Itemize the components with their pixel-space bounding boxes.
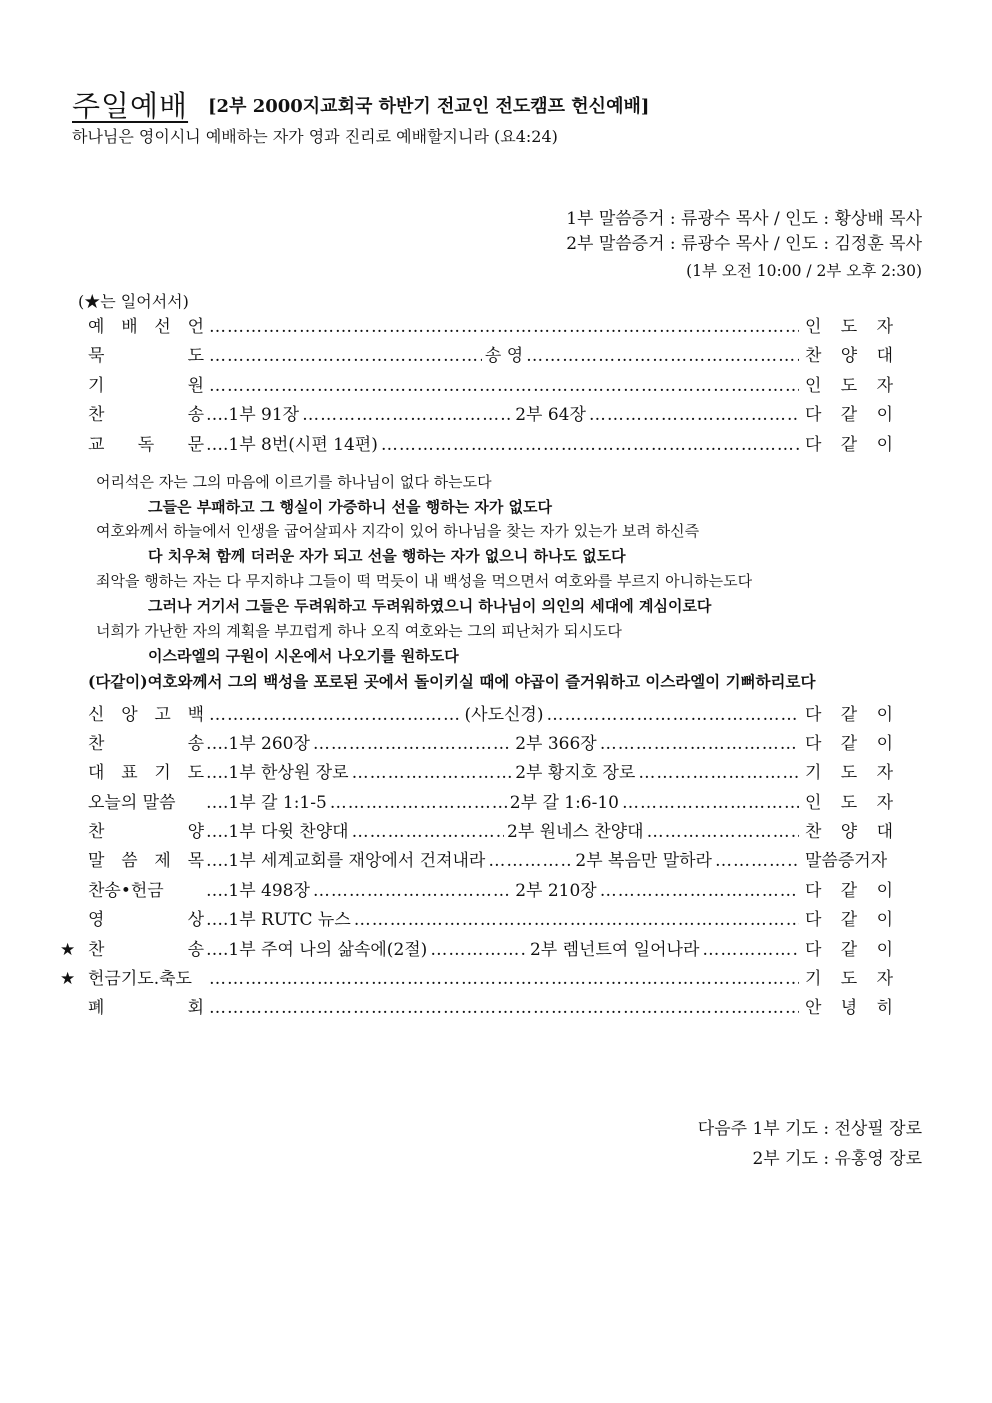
reading-line-resp: 다 치우쳐 함께 더러운 자가 되고 선을 행하는 자가 없으니 하나도 없도다 (148, 547, 626, 565)
leader-dots (352, 818, 504, 847)
role-char: 같 (840, 910, 858, 930)
order-item-role (805, 789, 893, 818)
order-row (72, 730, 922, 759)
part-2-detail: 2부 렘넌트여 일어나라 (529, 940, 700, 960)
order-item-role (805, 701, 893, 730)
order-row (72, 847, 922, 876)
service-subtitle: [2부 2000지교회국 하반기 전교인 전도캠프 헌신예배] (208, 96, 650, 117)
label-char: 찬 (88, 940, 105, 960)
theme-verse: 하나님은 영이시니 예배하는 자가 영과 진리로 예배할지니라 (요4:24) (72, 127, 558, 146)
role-char: 말씀증거자 (805, 851, 888, 871)
role-char: 대 (876, 822, 893, 842)
leader-dots (638, 759, 799, 788)
order-row (72, 372, 922, 401)
label-char: 송 (187, 940, 204, 960)
order-item-role (805, 759, 893, 788)
role-char: 기 (805, 969, 822, 989)
order-item-role (805, 847, 893, 876)
leader-dots (209, 994, 799, 1023)
role-char: 대 (876, 346, 893, 366)
order-item-label (88, 877, 204, 906)
order-item-role (805, 431, 893, 460)
role-char: 인 (805, 793, 822, 813)
label-char: 독 (137, 435, 155, 455)
leader-dots (715, 847, 799, 876)
order-item-detail (206, 401, 802, 430)
order-item-label (88, 730, 204, 759)
role-char: 다 (805, 910, 822, 930)
leader-dots: …. (206, 435, 229, 455)
reading-line-resp: 그들은 부패하고 그 행실이 가증하니 선을 행하는 자가 없도다 (148, 498, 553, 516)
order-item-detail (206, 759, 802, 788)
label-char: 양 (187, 822, 204, 842)
part-1-detail: 1부 91장 (228, 405, 300, 425)
leader-dots (352, 759, 513, 788)
leader-dots (209, 701, 462, 730)
label-char: 상 (187, 910, 204, 930)
order-item-detail (206, 701, 802, 730)
role-char: 이 (876, 881, 893, 901)
order-item-role (805, 818, 893, 847)
role-char: 자 (876, 763, 893, 783)
leader-dots (381, 431, 799, 460)
role-char: 도 (840, 969, 858, 989)
role-char: 이 (876, 910, 893, 930)
leader-dots (702, 936, 799, 965)
leader-dots (209, 342, 482, 371)
role-char: 다 (805, 940, 822, 960)
label-char: 백 (187, 705, 204, 725)
role-char: 찬 (805, 822, 822, 842)
order-item-detail (206, 313, 802, 342)
label-char: 신 (88, 705, 105, 725)
leader-dots (302, 401, 512, 430)
role-char: 이 (876, 705, 893, 725)
role-char: 다 (805, 881, 822, 901)
role-char: 같 (840, 435, 858, 455)
order-row (72, 906, 922, 935)
order-item-detail (206, 431, 802, 460)
role-char: 이 (876, 940, 893, 960)
role-char: 인 (805, 376, 822, 396)
role-char: 도 (840, 793, 858, 813)
leader-dots: …. (206, 793, 229, 813)
order-row (60, 965, 922, 994)
role-char: 이 (876, 734, 893, 754)
label-char: 찬 (88, 822, 105, 842)
role-char: 다 (805, 405, 822, 425)
role-char: 양 (840, 346, 858, 366)
order-item-detail (206, 994, 802, 1023)
label-char: 대 (88, 763, 105, 783)
role-char: 다 (805, 435, 822, 455)
label-char: 배 (121, 317, 138, 337)
role-char: 기 (805, 763, 822, 783)
label-char: 고 (154, 705, 171, 725)
next-week-prayer-1: 다음주 1부 기도 : 전상필 장로 (697, 1119, 922, 1139)
order-item-label (88, 372, 204, 401)
order-row (72, 401, 922, 430)
reading-line-lead: 어리석은 자는 그의 마음에 이르기를 하나님이 없다 하는도다 (96, 473, 492, 491)
leader-dots (313, 730, 512, 759)
order-row (72, 431, 922, 460)
leader-dots (354, 906, 799, 935)
leader-dots: …. (206, 763, 229, 783)
label-char: 오늘의 말씀 (88, 793, 176, 813)
order-item-role (805, 877, 893, 906)
label-char: 예 (88, 317, 105, 337)
label-char: 도 (187, 346, 204, 366)
leader-dots (589, 401, 799, 430)
reading-line-resp: 이스라엘의 구원이 시온에서 나오기를 원하도다 (148, 647, 459, 665)
leader-dots: …. (206, 405, 229, 425)
label-char: 선 (154, 317, 171, 337)
order-item-label (88, 313, 204, 342)
part-2-detail: 2부 64장 (515, 405, 586, 425)
reading-line-lead: 너희가 가난한 자의 계획을 부끄럽게 하나 오직 여호와는 그의 피난처가 되시도다 (96, 622, 622, 640)
order-row (72, 313, 922, 342)
part-2-detail: (사도신경) (464, 705, 544, 725)
part-2-detail: 2부 210장 (515, 881, 597, 901)
leader-dots (488, 847, 572, 876)
role-char: 다 (805, 705, 822, 725)
label-char: 목 (187, 851, 204, 871)
label-char: 묵 (88, 346, 105, 366)
preacher-line-2: 2부 말씀증거 : 류광수 목사 / 인도 : 김정훈 목사 (566, 234, 922, 254)
part-1-detail: 1부 RUTC 뉴스 (228, 910, 351, 930)
part-2-detail: 2부 원네스 찬양대 (507, 822, 644, 842)
order-row (72, 877, 922, 906)
part-2-detail: 2부 366장 (515, 734, 597, 754)
label-char: 말 (88, 851, 105, 871)
order-item-label (88, 994, 204, 1023)
role-char: 자 (876, 317, 893, 337)
leader-dots (313, 877, 512, 906)
role-char: 인 (805, 317, 822, 337)
role-char: 같 (840, 940, 858, 960)
role-char: 안 (805, 998, 822, 1018)
label-char: 기 (88, 376, 105, 396)
leader-dots (600, 877, 799, 906)
label-char: 표 (121, 763, 138, 783)
order-item-label (88, 701, 204, 730)
role-char: 자 (876, 376, 893, 396)
order-item-label (88, 789, 204, 818)
order-item-label (88, 431, 204, 460)
order-item-detail (206, 818, 802, 847)
part-2-detail: 2부 갈 1:6-10 (509, 793, 619, 813)
standing-note: (★는 일어서서) (78, 292, 189, 311)
leader-dots: …. (206, 910, 229, 930)
role-char: 이 (876, 405, 893, 425)
part-2-detail: 2부 황지호 장로 (515, 763, 636, 783)
order-item-label (88, 965, 204, 994)
role-char: 도 (840, 763, 858, 783)
order-item-detail (206, 789, 802, 818)
leader-dots (622, 789, 799, 818)
next-week-prayer-2: 2부 기도 : 유홍영 장로 (752, 1149, 922, 1169)
leader-dots (546, 701, 799, 730)
role-char: 녕 (840, 998, 858, 1018)
order-row (72, 994, 922, 1023)
label-char: 제 (154, 851, 171, 871)
role-char: 같 (840, 734, 858, 754)
page-title: 주일예배 (72, 89, 189, 123)
order-item-label (88, 906, 204, 935)
order-item-role (805, 401, 893, 430)
label-char: 기 (154, 763, 171, 783)
order-item-detail (206, 342, 802, 371)
order-item-label (88, 936, 204, 965)
order-item-detail (206, 965, 802, 994)
standing-star-icon: ★ (60, 969, 76, 989)
order-item-detail (206, 906, 802, 935)
order-row (72, 818, 922, 847)
label-char: 송 (187, 405, 204, 425)
order-item-role (805, 965, 893, 994)
role-char: 다 (805, 734, 822, 754)
order-item-role (805, 936, 893, 965)
leader-dots (600, 730, 799, 759)
part-1-detail: 1부 다윗 찬양대 (228, 822, 349, 842)
role-char: 이 (876, 435, 893, 455)
reading-line-lead: 여호와께서 하늘에서 인생을 굽어살피사 지각이 있어 하나님을 찾는 자가 있는가 보려 하신즉 (96, 522, 700, 540)
label-char: 찬 (88, 734, 105, 754)
part-1-detail: 1부 한상원 장로 (228, 763, 349, 783)
reading-line-resp: 그러나 거기서 그들은 두려워하고 두려워하였으니 하나님이 의인의 세대에 계심이로다 (148, 597, 712, 615)
reading-line-lead: 죄악을 행하는 자는 다 무지하냐 그들이 떡 먹듯이 내 백성을 먹으면서 여호와를 부르지 아니하는도다 (96, 572, 753, 590)
role-char: 히 (876, 998, 893, 1018)
role-char: 자 (876, 793, 893, 813)
role-char: 자 (876, 969, 893, 989)
role-char: 같 (840, 405, 858, 425)
part-1-detail: 1부 260장 (228, 734, 310, 754)
label-char: 원 (187, 376, 204, 396)
label-char: 씀 (121, 851, 138, 871)
leader-dots (209, 313, 799, 342)
label-char: 언 (187, 317, 204, 337)
label-char: 회 (187, 998, 204, 1018)
leader-dots: …. (206, 881, 229, 901)
label-char: 찬 (88, 405, 105, 425)
leader-dots (209, 965, 799, 994)
leader-dots (526, 342, 799, 371)
label-char: 교 (88, 435, 105, 455)
order-item-label (88, 342, 204, 371)
leader-dots (209, 372, 799, 401)
order-item-label (88, 818, 204, 847)
order-row (72, 759, 922, 788)
leader-dots: …. (206, 940, 229, 960)
label-char: 헌금기도.축도 (88, 969, 192, 989)
leader-dots (430, 936, 527, 965)
role-char: 찬 (805, 346, 822, 366)
standing-star-icon: ★ (60, 940, 76, 960)
order-row (60, 936, 922, 965)
order-item-detail (206, 936, 802, 965)
order-item-detail (206, 372, 802, 401)
label-char: 앙 (121, 705, 138, 725)
role-char: 도 (840, 376, 858, 396)
leader-dots: …. (206, 851, 229, 871)
order-item-role (805, 372, 893, 401)
order-item-role (805, 906, 893, 935)
order-row (72, 789, 922, 818)
preacher-line-1: 1부 말씀증거 : 류광수 목사 / 인도 : 황상배 목사 (566, 209, 922, 229)
label-char: 송 (187, 734, 204, 754)
part-1-detail: 1부 498장 (228, 881, 310, 901)
role-char: 같 (840, 881, 858, 901)
service-times: (1부 오전 10:00 / 2부 오후 2:30) (686, 262, 922, 280)
order-item-role (805, 730, 893, 759)
part-2-detail: 송 영 (484, 346, 524, 366)
order-item-label (88, 401, 204, 430)
label-char: 폐 (88, 998, 105, 1018)
leader-dots: …. (206, 822, 229, 842)
order-item-role (805, 342, 893, 371)
label-char: 찬송•헌금 (88, 881, 164, 901)
leader-dots (330, 789, 507, 818)
label-char: 문 (187, 435, 204, 455)
leader-dots (647, 818, 799, 847)
label-char: 영 (88, 910, 105, 930)
role-char: 같 (840, 705, 858, 725)
role-char: 도 (840, 317, 858, 337)
leader-dots: …. (206, 734, 229, 754)
part-1-detail: 1부 세계교회를 재앙에서 건져내라 (228, 851, 486, 871)
role-char: 양 (840, 822, 858, 842)
order-item-role (805, 994, 893, 1023)
order-item-detail (206, 877, 802, 906)
part-1-detail: 1부 갈 1:1-5 (228, 793, 327, 813)
label-char: 도 (187, 763, 204, 783)
order-item-detail (206, 847, 802, 876)
order-row (72, 701, 922, 730)
part-1-detail: 1부 주여 나의 삶속에(2절) (228, 940, 428, 960)
part-1-detail: 1부 8번(시편 14편) (228, 435, 378, 455)
order-row (72, 342, 922, 371)
part-2-detail: 2부 복음만 말하라 (575, 851, 712, 871)
order-item-label (88, 759, 204, 788)
order-item-label (88, 847, 204, 876)
order-item-detail (206, 730, 802, 759)
order-item-role (805, 313, 893, 342)
reading-line-all: (다같이)여호와께서 그의 백성을 포로된 곳에서 돌이키실 때에 야곱이 즐거워하고 이스라엘이 기뻐하리로다 (88, 672, 816, 691)
